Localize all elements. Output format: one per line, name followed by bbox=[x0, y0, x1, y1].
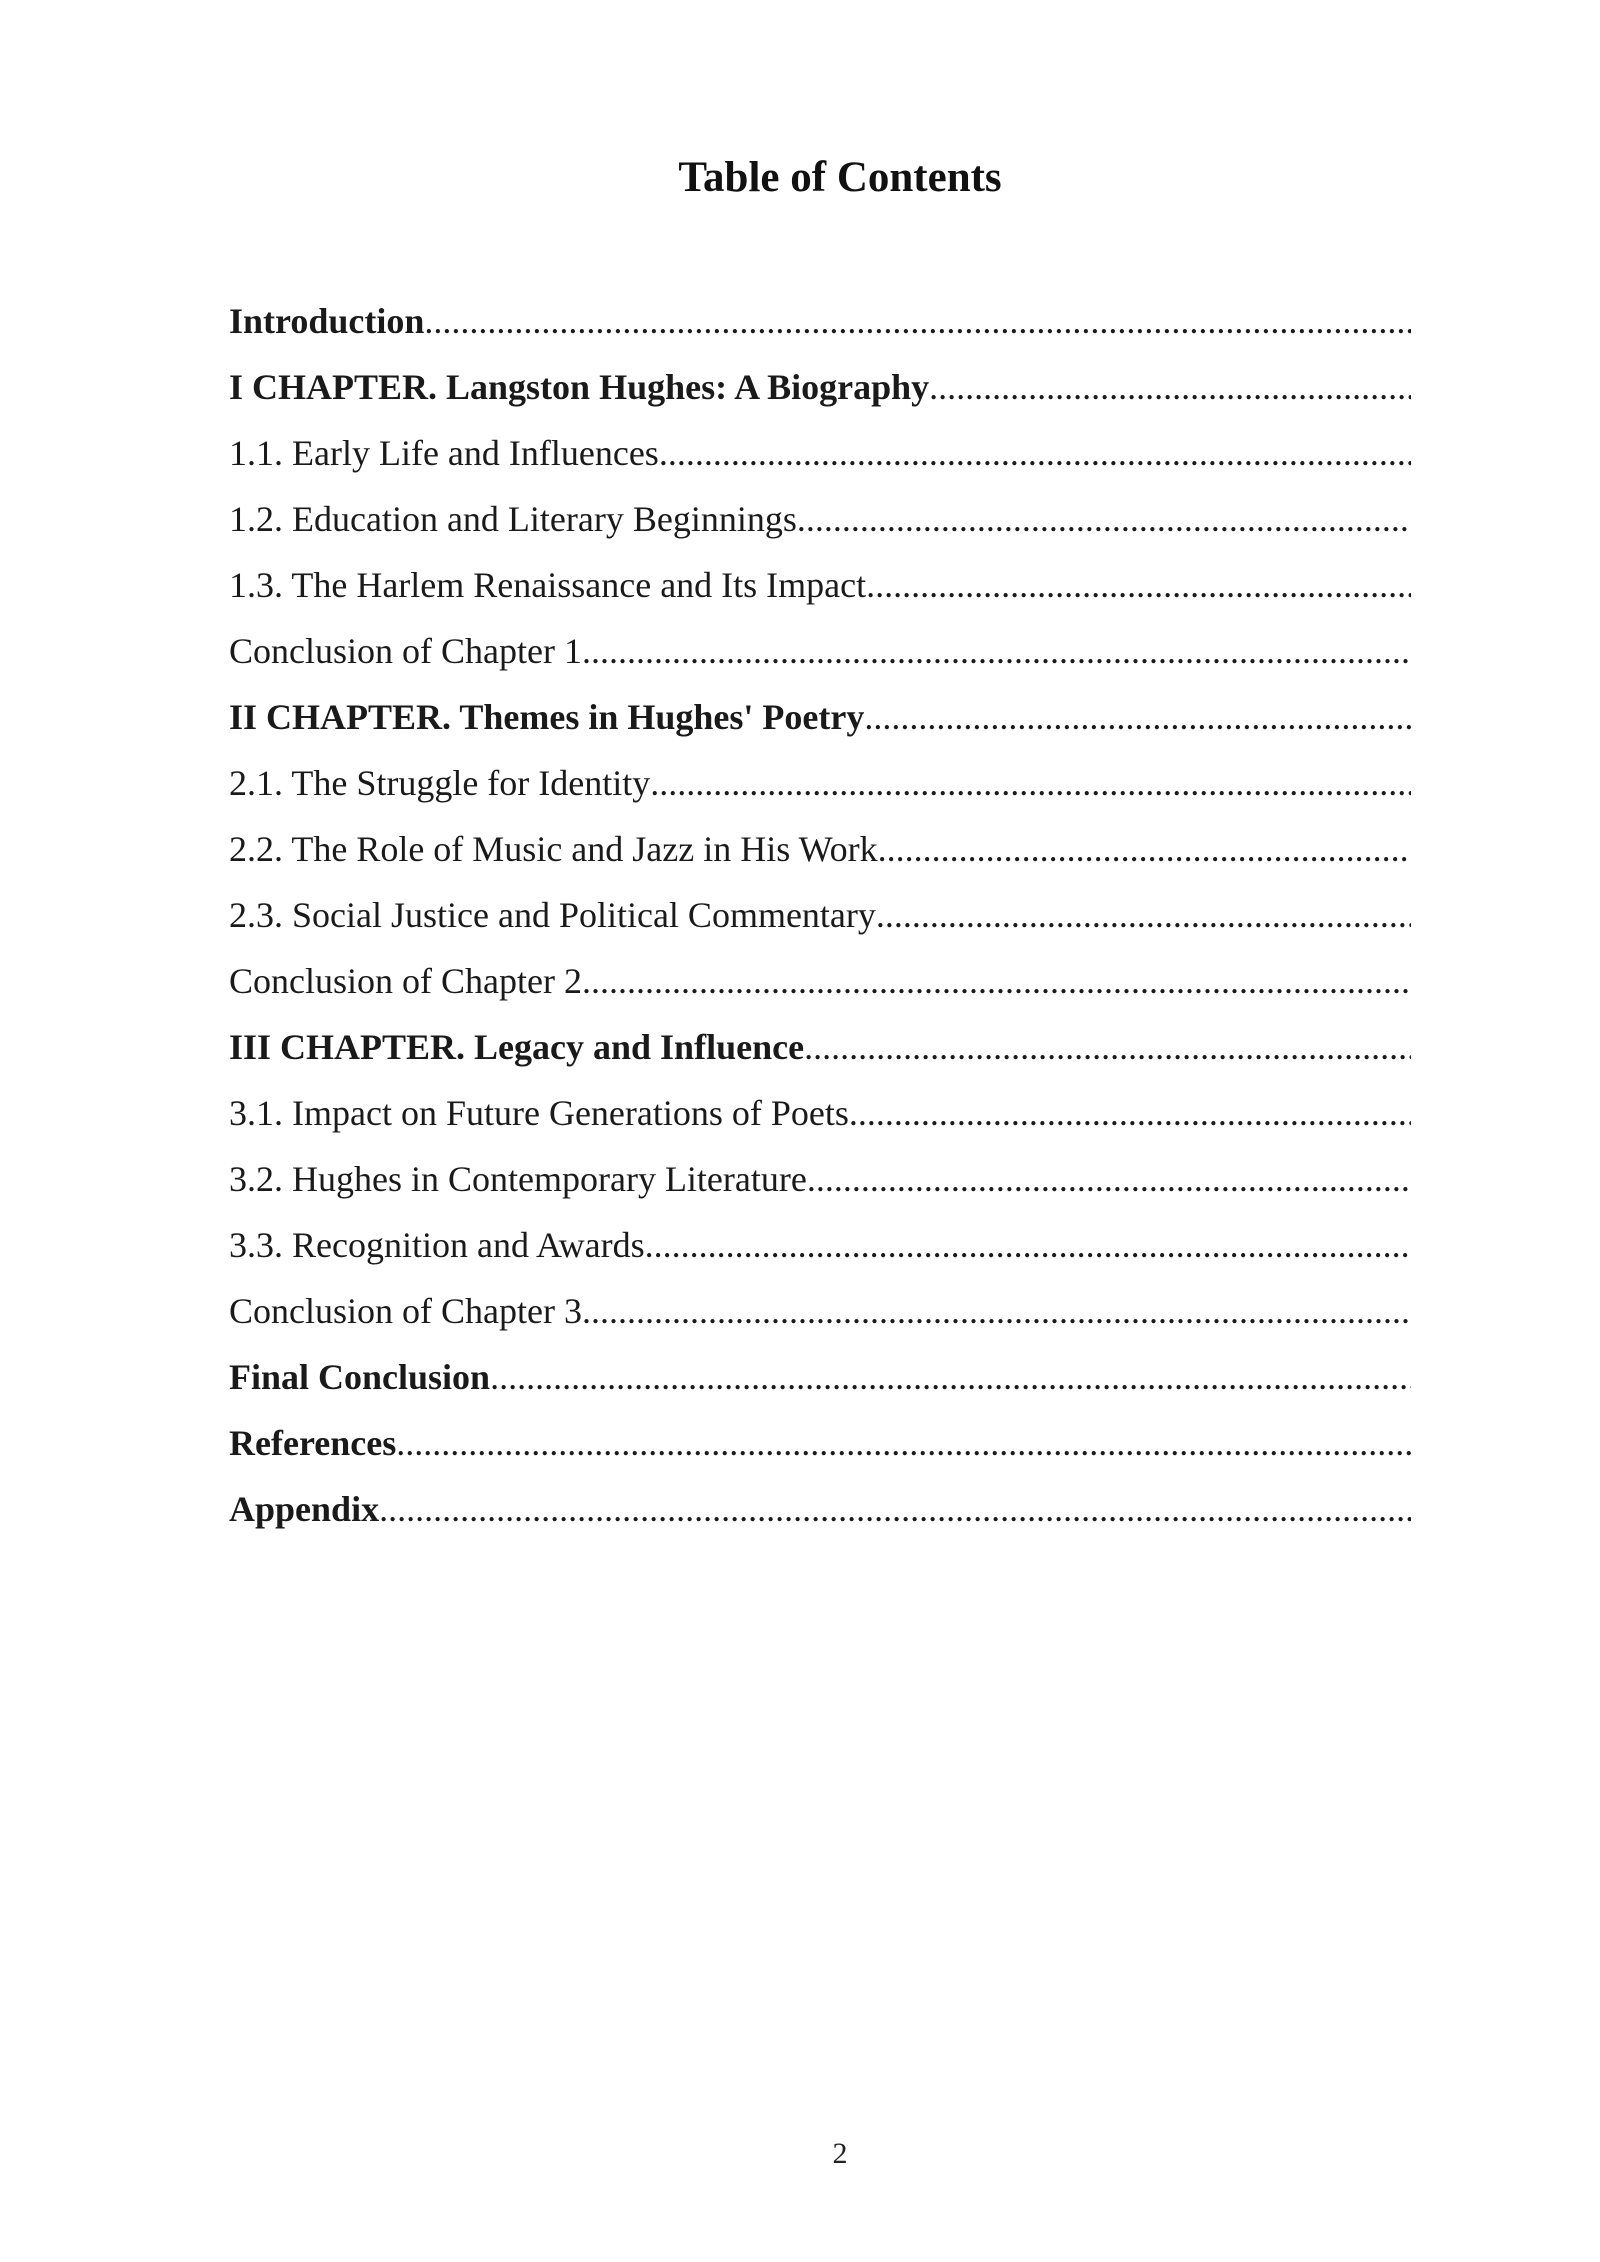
toc-entry[interactable] bbox=[229, 486, 1411, 552]
toc-entry[interactable] bbox=[229, 816, 1411, 882]
toc-entry-label: Conclusion of Chapter 2 bbox=[229, 961, 582, 1001]
toc-entry-label: Appendix bbox=[229, 1489, 380, 1529]
toc-entry-label: Final Conclusion bbox=[229, 1357, 491, 1397]
toc-entry[interactable] bbox=[229, 1080, 1411, 1146]
toc-entry-label: 3.2. Hughes in Contemporary Literature bbox=[229, 1159, 807, 1199]
toc-entry-label: 2.3. Social Justice and Political Commentary bbox=[229, 895, 876, 935]
toc-entry[interactable] bbox=[229, 1146, 1411, 1212]
toc-entry[interactable] bbox=[229, 420, 1411, 486]
toc-entry[interactable] bbox=[229, 1476, 1411, 1542]
dot-leader bbox=[424, 288, 1411, 354]
dot-leader bbox=[878, 816, 1411, 882]
toc-entry[interactable] bbox=[229, 618, 1411, 684]
toc-entry-label: References bbox=[229, 1423, 397, 1463]
toc-entry-label: 3.3. Recognition and Awards bbox=[229, 1225, 645, 1265]
toc-entry[interactable] bbox=[229, 552, 1411, 618]
toc-entry[interactable] bbox=[229, 948, 1411, 1014]
dot-leader bbox=[645, 1212, 1411, 1278]
toc-entry-label: 2.1. The Struggle for Identity bbox=[229, 763, 651, 803]
dot-leader bbox=[797, 486, 1411, 552]
dot-leader bbox=[582, 618, 1411, 684]
dot-leader bbox=[582, 1278, 1411, 1344]
toc-entry-label: 3.1. Impact on Future Generations of Poets bbox=[229, 1093, 849, 1133]
toc-entry-label: II CHAPTER. Themes in Hughes' Poetry bbox=[229, 697, 865, 737]
dot-leader bbox=[929, 354, 1411, 420]
toc-entry-label: 1.3. The Harlem Renaissance and Its Impact bbox=[229, 565, 867, 605]
dot-leader bbox=[379, 1476, 1411, 1542]
toc-entry-label: 2.2. The Role of Music and Jazz in His Work bbox=[229, 829, 878, 869]
toc-entry[interactable] bbox=[229, 684, 1411, 750]
toc-entry-label: Conclusion of Chapter 3 bbox=[229, 1291, 582, 1331]
toc-entry[interactable] bbox=[229, 1344, 1411, 1410]
page-number: 2 bbox=[832, 2137, 848, 2170]
toc-entry[interactable] bbox=[229, 1278, 1411, 1344]
toc-entry[interactable] bbox=[229, 750, 1411, 816]
dot-leader bbox=[659, 420, 1411, 486]
toc-entry[interactable] bbox=[229, 1014, 1411, 1080]
dot-leader bbox=[582, 948, 1411, 1014]
toc-entry[interactable] bbox=[229, 1212, 1411, 1278]
dot-leader bbox=[849, 1080, 1411, 1146]
dot-leader bbox=[490, 1344, 1411, 1410]
toc-entry-label: I CHAPTER. Langston Hughes: A Biography bbox=[229, 367, 930, 407]
toc-entry-label: Introduction bbox=[229, 301, 425, 341]
dot-leader bbox=[864, 684, 1411, 750]
dot-leader bbox=[807, 1146, 1411, 1212]
page-title: Table of Contents bbox=[678, 154, 1002, 201]
toc-entry-label: 1.1. Early Life and Influences bbox=[229, 433, 659, 473]
toc-entry[interactable] bbox=[229, 882, 1411, 948]
toc-entry[interactable] bbox=[229, 354, 1411, 420]
toc-entry-label: III CHAPTER. Legacy and Influence bbox=[229, 1027, 805, 1067]
dot-leader bbox=[396, 1410, 1411, 1476]
dot-leader bbox=[866, 552, 1411, 618]
toc-entry[interactable] bbox=[229, 288, 1411, 354]
dot-leader bbox=[650, 750, 1411, 816]
toc-entry[interactable] bbox=[229, 1410, 1411, 1476]
table-of-contents bbox=[229, 288, 1411, 1542]
toc-entry-label: 1.2. Education and Literary Beginnings bbox=[229, 499, 797, 539]
dot-leader bbox=[876, 882, 1411, 948]
toc-entry-label: Conclusion of Chapter 1 bbox=[229, 631, 582, 671]
dot-leader bbox=[804, 1014, 1411, 1080]
